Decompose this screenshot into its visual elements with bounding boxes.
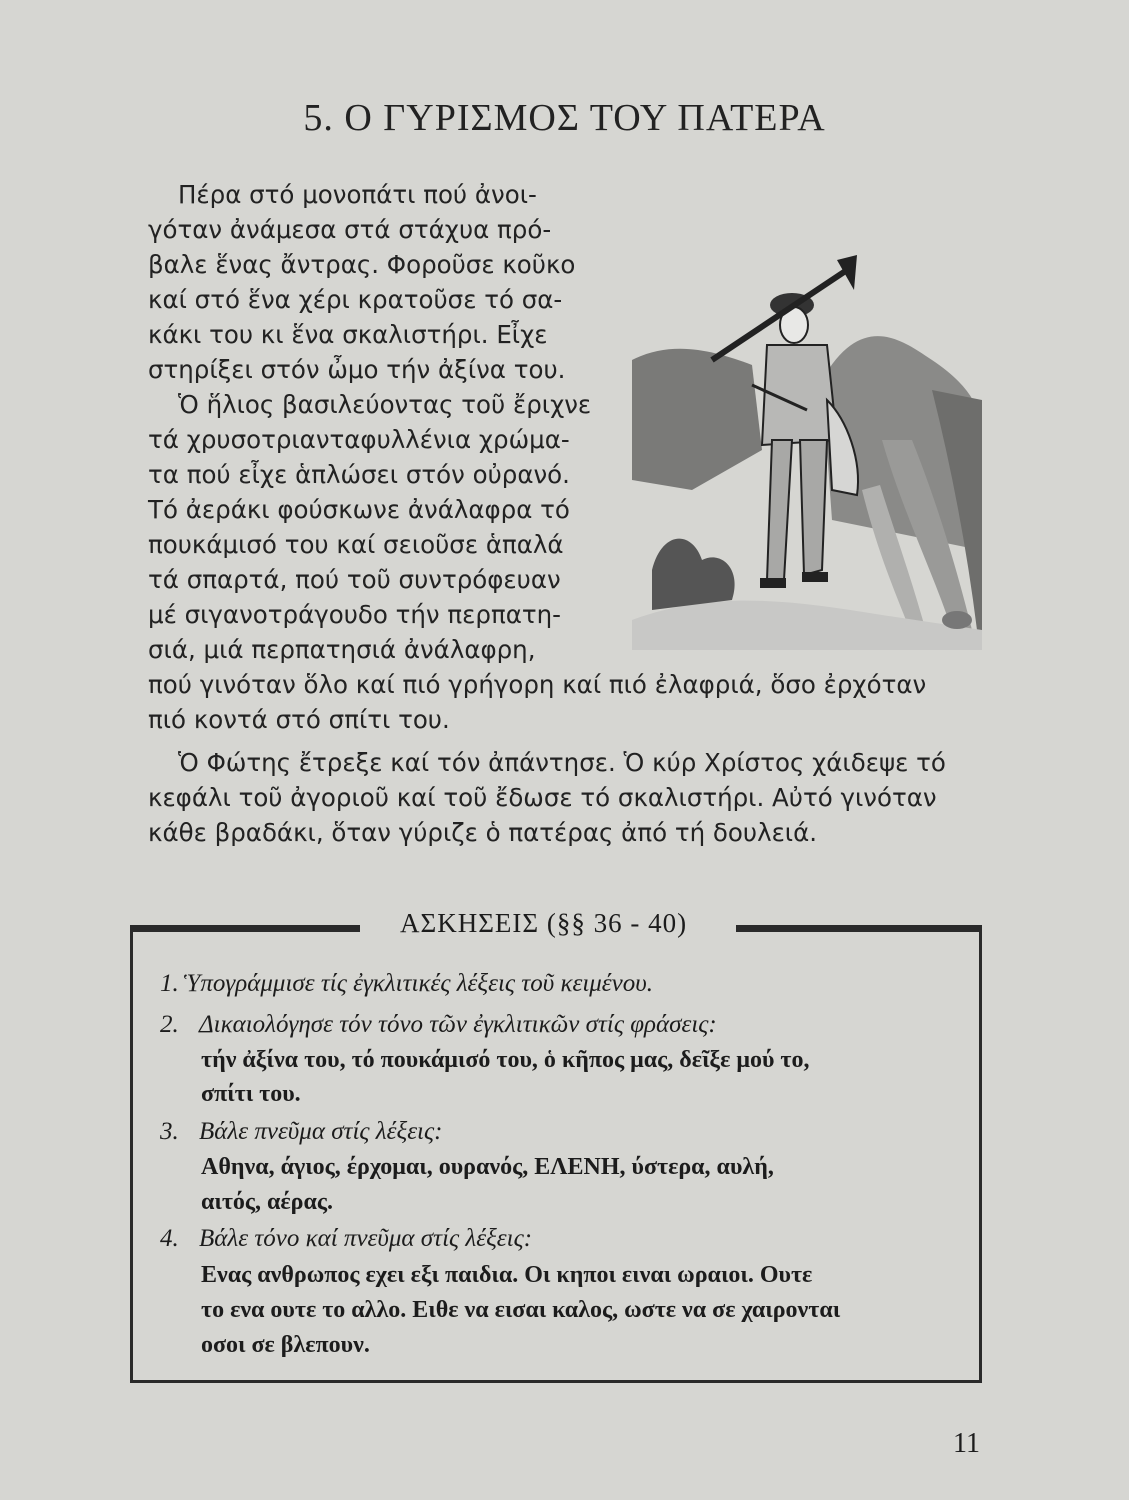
boot-shape	[760, 578, 786, 588]
exercise-words: το ενα ουτε το αλλο. Ειθε να εισαι καλος, ωστε να σε χαιρονται	[201, 1297, 841, 1323]
story-line: Πέρα στό μονοπάτι πού ἀνοι-	[178, 180, 537, 209]
story-line: γόταν ἀνάμεσα στά στάχυα πρό-	[148, 215, 552, 244]
ground-shape	[632, 601, 982, 650]
paragraph-line: Ὁ Φώτης ἔτρεξε καί τόν ἀπάντησε. Ὁ κύρ Χρίστος χάιδεψε τό	[178, 748, 946, 777]
exercise-number: 3.	[160, 1118, 179, 1145]
story-line: τά σπαρτά, πού τοῦ συντρόφευαν	[148, 565, 561, 594]
bush-shape	[652, 539, 735, 610]
story-line: σιά, μιά περπατησιά ἀνάλαφρη,	[148, 635, 536, 664]
exercise-instruction: Ὑπογράμμισε τίς ἐγκλιτικές λέξεις τοῦ κειμένου.	[184, 970, 653, 997]
story-line: τα πού εἶχε ἁπλώσει στόν οὐρανό.	[148, 460, 570, 489]
exercise-words: Ενας ανθρωπος εχει εξι παιδια. Οι κηποι ειναι ωραιοι. Ουτε	[201, 1262, 813, 1288]
exercise-number: 4.	[160, 1225, 179, 1252]
stone-shape	[942, 611, 972, 629]
leg-shape	[800, 440, 827, 575]
story-line: καί στό ἕνα χέρι κρατοῦσε τό σα-	[148, 285, 563, 314]
exercise-instruction: Δικαιολόγησε τόν τόνο τῶν ἐγκλιτικῶν στίς φράσεις:	[199, 1011, 717, 1038]
exercise-words: αιτός, αέρας.	[201, 1189, 334, 1215]
mountain-shape	[632, 349, 762, 490]
story-line: Τό ἀεράκι φούσκωνε ἀνάλαφρα τό	[148, 495, 570, 524]
exercise-instruction: Βάλε τόνο καί πνεῦμα στίς λέξεις:	[199, 1225, 533, 1252]
farmer-illustration	[632, 250, 982, 650]
story-line: Ὁ ἥλιος βασιλεύοντας τοῦ ἔριχνε	[178, 390, 592, 419]
exercise-instruction: Βάλε πνεῦμα στίς λέξεις:	[199, 1118, 443, 1145]
story-line: τά χρυσοτριανταφυλλένια χρώμα-	[148, 425, 570, 454]
paragraph-line: κάθε βραδάκι, ὅταν γύριζε ὁ πατέρας ἀπό τή δουλειά.	[148, 818, 818, 847]
story-line: πουκάμισό του καί σειοῦσε ἁπαλά	[148, 530, 564, 559]
boot-shape	[802, 572, 828, 582]
story-line: βαλε ἕνας ἄντρας. Φοροῦσε κοῦκο	[148, 250, 576, 279]
exercise-number: 1.	[160, 970, 179, 997]
story-line: πιό κοντά στό σπίτι του.	[148, 705, 450, 734]
story-line: πού γινόταν ὅλο καί πιό γρήγορη καί πιό ἐλαφριά, ὅσο ἐρχόταν	[148, 670, 927, 699]
exercise-words: οσοι σε βλεπουν.	[201, 1332, 370, 1358]
story-line: κάκι του κι ἕνα σκαλιστήρι. Εἶχε	[148, 320, 548, 349]
story-line: μέ σιγανοτράγουδο τήν περπατη-	[148, 600, 561, 629]
chapter-title: 5. Ο ΓΥΡΙΣΜΟΣ ΤΟΥ ΠΑΤΕΡΑ	[303, 97, 826, 139]
story-line: στηρίξει στόν ὦμο τήν ἀξίνα του.	[148, 355, 566, 384]
leg-shape	[767, 440, 792, 580]
exercise-words: σπίτι του.	[201, 1081, 301, 1107]
page-number: 11	[953, 1428, 980, 1459]
exercise-words: Αθηνα, άγιος, έρχομαι, ουρανός, ΕΛΕΝΗ, ύστερα, αυλή,	[201, 1154, 774, 1180]
exercises-heading: ΑΣΚΗΣΕΙΣ (§§ 36 - 40)	[400, 908, 688, 938]
exercise-words: τήν ἀξίνα του, τό πουκάμισό του, ὁ κῆπος μας, δεῖξε μού το,	[201, 1047, 810, 1073]
paragraph-line: κεφάλι τοῦ ἀγοριοῦ καί τοῦ ἔδωσε τό σκαλιστήρι. Αὐτό γινόταν	[148, 783, 937, 812]
exercise-number: 2.	[160, 1011, 179, 1038]
